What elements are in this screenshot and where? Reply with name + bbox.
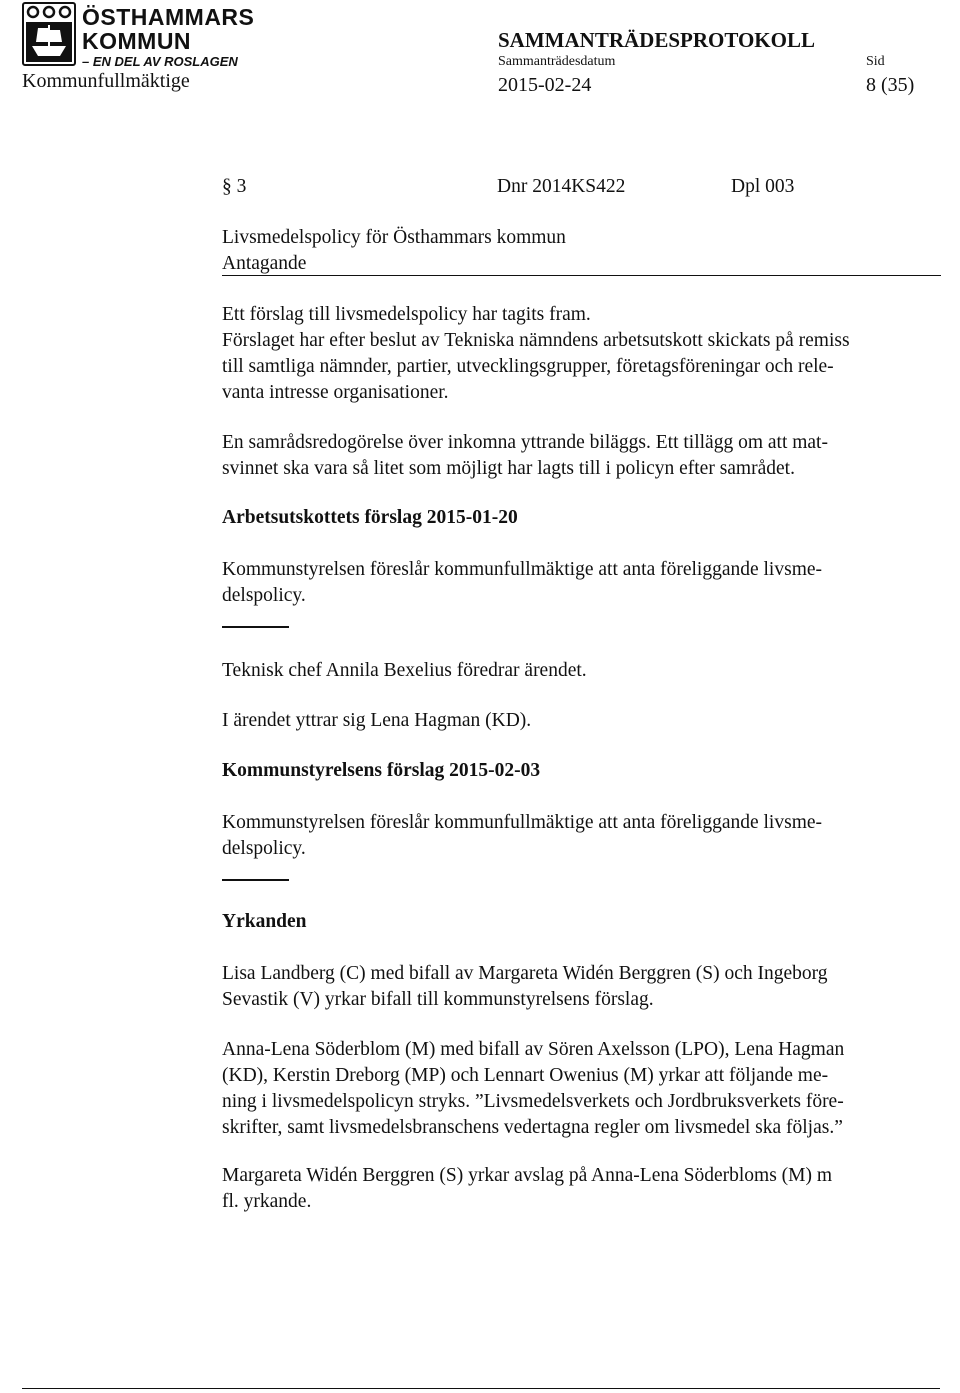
- case-dpl: Dpl 003: [731, 176, 795, 197]
- motion-line: Sevastik (V) yrkar bifall till kommunstyrelsens förslag.: [222, 989, 654, 1010]
- motion-line: fl. yrkande.: [222, 1191, 312, 1212]
- motion-line: (KD), Kerstin Dreborg (MP) och Lennart Owenius (M) yrkar att följande me-: [222, 1065, 829, 1086]
- presentation-line: I ärendet yttrar sig Lena Hagman (KD).: [222, 710, 532, 731]
- intro-line: Förslaget har efter beslut av Tekniska nämndens arbetsutskott skickats på remiss: [222, 330, 850, 351]
- motion-line: ning i livsmedelspolicyn stryks. ”Livsmedelsverkets och Jordbruksverkets före-: [222, 1091, 844, 1112]
- motion-line: Lisa Landberg (C) med bifall av Margareta Widén Berggren (S) och Ingeborg: [222, 963, 828, 984]
- ks-proposal-heading: Kommunstyrelsens förslag 2015-02-03: [222, 760, 541, 781]
- consultation-line: En samrådsredogörelse över inkomna yttrande biläggs. Ett tillägg om att mat-: [222, 432, 828, 453]
- paragraph-number: § 3: [222, 176, 247, 197]
- municipality-logo: [22, 2, 255, 70]
- body-name: Kommunfullmäktige: [22, 70, 190, 92]
- au-proposal-line: delspolicy.: [222, 585, 306, 606]
- motion-line: skrifter, samt livsmedelsbranschens vedertagna regler om livsmedel ska följas.”: [222, 1117, 843, 1138]
- footer-rule: [22, 1388, 940, 1389]
- logo-tagline: – EN DEL AV ROSLAGEN: [82, 54, 238, 69]
- separator-dash: [222, 879, 289, 881]
- date-label: Sammanträdesdatum: [498, 54, 616, 69]
- case-dnr: Dnr 2014KS422: [497, 176, 626, 197]
- page-label: Sid: [866, 54, 885, 69]
- logo-line-1: ÖSTHAMMARS: [82, 4, 255, 30]
- title-rule: [222, 275, 941, 276]
- presentation-line: Teknisk chef Annila Bexelius föredrar ärendet.: [222, 660, 587, 681]
- intro-line: till samtliga nämnder, partier, utvecklingsgrupper, företagsföreningar och rele-: [222, 356, 834, 377]
- ks-proposal-line: delspolicy.: [222, 838, 306, 859]
- meeting-date: 2015-02-24: [498, 74, 592, 96]
- motion-line: Margareta Widén Berggren (S) yrkar avslag på Anna-Lena Söderbloms (M) m: [222, 1165, 833, 1186]
- case-subtitle: Antagande: [222, 253, 307, 274]
- motion-line: Anna-Lena Söderblom (M) med bifall av Sören Axelsson (LPO), Lena Hagman: [222, 1039, 845, 1060]
- au-proposal-heading: Arbetsutskottets förslag 2015-01-20: [222, 507, 518, 528]
- separator-dash: [222, 626, 289, 628]
- au-proposal-line: Kommunstyrelsen föreslår kommunfullmäktige att anta föreliggande livsme-: [222, 559, 823, 580]
- ks-proposal-line: Kommunstyrelsen föreslår kommunfullmäktige att anta föreliggande livsme-: [222, 812, 823, 833]
- page-number: 8 (35): [866, 74, 915, 96]
- intro-line: vanta intresse organisationer.: [222, 382, 449, 403]
- case-title: Livsmedelspolicy för Östhammars kommun: [222, 227, 566, 248]
- intro-line: Ett förslag till livsmedelspolicy har tagits fram.: [222, 304, 591, 325]
- logo-line-2: KOMMUN: [82, 28, 192, 54]
- consultation-line: svinnet ska vara så litet som möjligt har lagts till i policyn efter samrådet.: [222, 458, 795, 479]
- motions-heading: Yrkanden: [222, 911, 307, 932]
- doc-title: SAMMANTRÄDESPROTOKOLL: [498, 28, 815, 52]
